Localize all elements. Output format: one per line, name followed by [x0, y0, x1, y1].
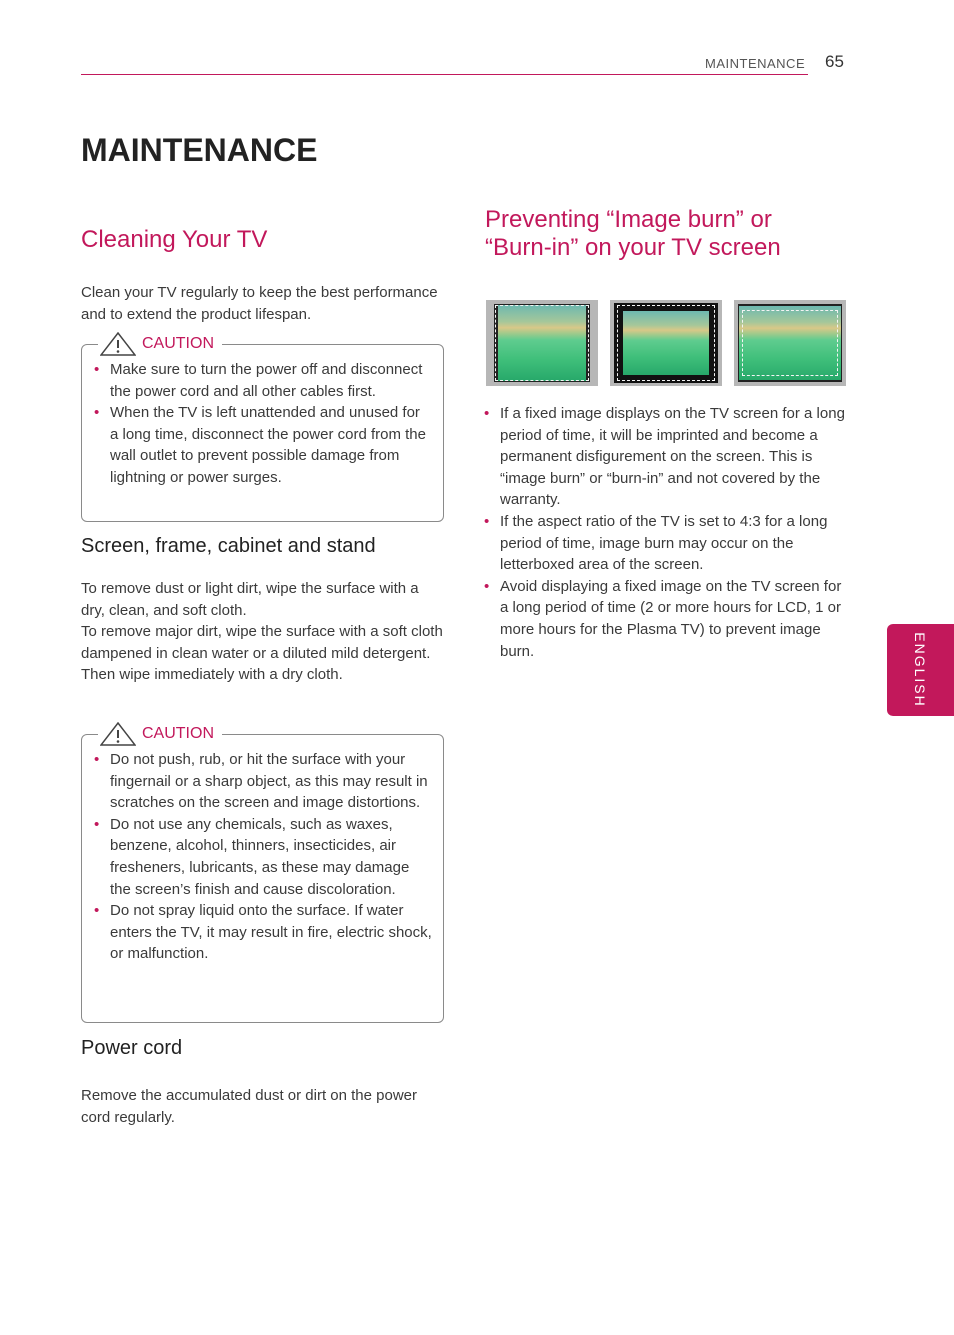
caution-list — [82, 749, 432, 965]
cleaning-intro: Clean your TV regularly to keep the best performance and to extend the product lifespan. — [81, 284, 438, 323]
burn-in-image-frame — [610, 300, 722, 386]
screen-frame-title: Screen, frame, cabinet and stand — [81, 535, 376, 557]
list-item: • Make sure to turn the power off and disconnect the power cord and all other cables first. — [82, 359, 432, 402]
list-item: • Do not push, rub, or hit the surface with your fingernail or a sharp object, as this may result in scratches on the screen and image distortions. — [82, 749, 432, 814]
burn-in-title-line1: Preventing “Image burn” or — [485, 206, 772, 233]
list-item: • If the aspect ratio of the TV is set to 4:3 for a long period of time, image burn may occur on the letterboxed area of the screen. — [472, 511, 846, 576]
caution-header — [98, 332, 222, 356]
caution-list — [82, 359, 432, 489]
list-item: • When the TV is left unattended and unused for a long time, disconnect the power cord from the wall outlet to prevent possible damage from lightning or power surges. — [82, 402, 432, 488]
burn-in-title — [485, 206, 885, 262]
dashed-outline — [617, 305, 715, 381]
list-item: • If a fixed image displays on the TV screen for a long period of time, it will be imprinted and become a permanent disfigurement on the screen. This is “image burn” or “burn-in” and not covered by the warranty. — [472, 403, 846, 511]
cleaning-title: Cleaning Your TV — [81, 226, 268, 253]
header-section-label: MAINTENANCE — [705, 56, 806, 71]
dashed-outline — [742, 310, 838, 376]
caution-label: CAUTION — [142, 725, 214, 742]
screen-frame-para2: To remove major dirt, wipe the surface with a soft cloth dampened in clean water or a diluted mild detergent. Then wipe immediately with a dry cloth. — [81, 623, 443, 684]
warning-icon — [100, 332, 136, 356]
page-number: 65 — [825, 52, 844, 71]
list-item: • Do not spray liquid onto the surface. If water enters the TV, it may result in fire, electric shock, or malfunction. — [82, 900, 432, 965]
caution-box-cleaning — [81, 335, 444, 522]
burn-in-title-line2: “Burn-in” on your TV screen — [485, 234, 781, 261]
page-title: MAINTENANCE — [81, 132, 318, 168]
list-item: • Avoid displaying a fixed image on the TV screen for a long period of time (2 or more hours for LCD, 1 or more hours for the Plasma TV) to prevent image burn. — [472, 576, 846, 662]
side-tab-label: ENGLISH — [912, 632, 928, 708]
caution-header — [98, 722, 222, 746]
list-item: • Do not use any chemicals, such as waxes, benzene, alcohol, thinners, insecticides, air fresheners, lubricants, as these may damage the screen’s finish and cause discoloration. — [82, 814, 432, 900]
dashed-outline — [495, 305, 589, 381]
header-divider — [81, 74, 808, 75]
burn-in-image-pillarbox — [486, 300, 598, 386]
burn-in-image-full — [734, 300, 846, 386]
power-cord-text: Remove the accumulated dust or dirt on the power cord regularly. — [81, 1087, 418, 1126]
caution-box-screen — [81, 725, 444, 1023]
caution-label: CAUTION — [142, 335, 214, 352]
language-side-tab — [887, 624, 954, 716]
screen-frame-para1: To remove dust or light dirt, wipe the surface with a dry, clean, and soft cloth. — [81, 580, 419, 619]
power-cord-title: Power cord — [81, 1037, 183, 1059]
warning-icon — [100, 722, 136, 746]
burn-in-list — [472, 403, 846, 662]
